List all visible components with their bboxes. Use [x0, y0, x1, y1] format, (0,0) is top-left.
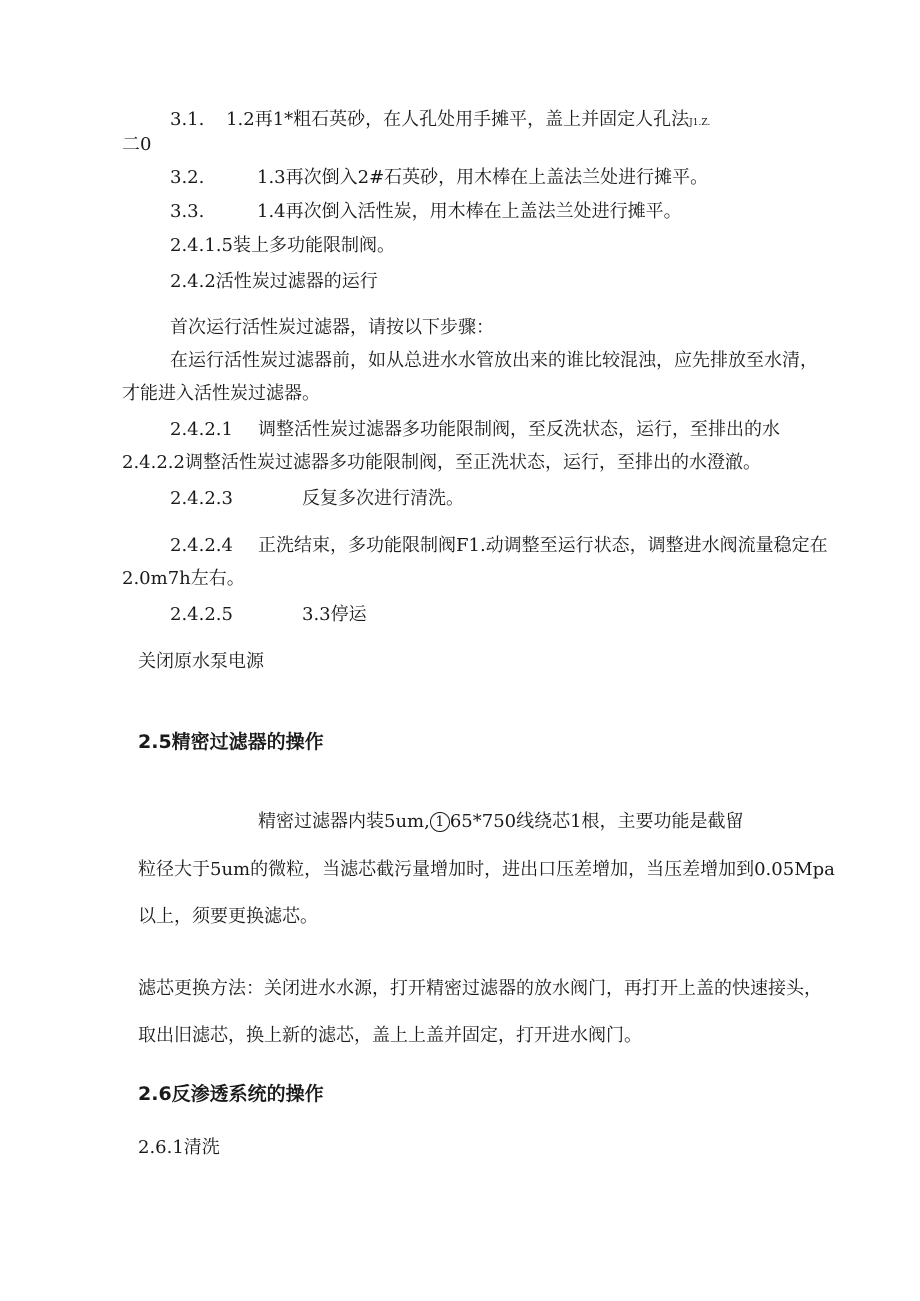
step-2-4-2-3 [170, 487, 464, 511]
replacement-paragraph-line-1: 滤芯更换方法：关闭进水水源，打开精密过滤器的放水阀门，再打开上盖的快速接头， [138, 978, 822, 999]
step-3-1-text: 1.2再1*粗石英砂，在人孔处用手摊平，盖上并固定人孔法 [226, 109, 690, 130]
intro-paragraph: 首次运行活性炭过滤器，请按以下步骤： [170, 317, 494, 338]
step-2-4-2-3-number: 2.4.2.3 [170, 488, 233, 509]
step-2-4-2-4-text: 正洗结束，多功能限制阀F1.动调整至运行状态，调整进水阀流量稳定在 [258, 535, 828, 556]
step-2-4-2-1-number: 2.4.2.1 [170, 419, 233, 440]
shutdown-line: 关闭原水泵电源 [138, 651, 264, 672]
filter-paragraph-line-2: 粒径大于5um的微粒，当滤芯截污量增加时，进出口压差增加，当压差增加到0.05Mpa [138, 859, 835, 880]
step-2-4-2-4-continuation: 2.0m7h左右。 [122, 568, 245, 589]
step-2-4-2-1-text: 调整活性炭过滤器多功能限制阀，至反洗状态，运行，至排出的水 [258, 419, 780, 440]
step-3-3-number: 3.3. [170, 201, 205, 222]
section-2-4-2-title: 2.4.2活性炭过滤器的运行 [170, 271, 378, 292]
step-2-4-2-5-text: 3.3停运 [302, 604, 367, 625]
step-2-4-2-4-number: 2.4.2.4 [170, 535, 233, 556]
step-3-1-small-text: J1.Z. [689, 118, 711, 128]
step-2-4-1-5: 2.4.1.5装上多功能限制阀。 [170, 235, 395, 256]
step-3-3 [170, 200, 682, 224]
step-3-2-text: 1.3再次倒入2#石英砂，用木棒在上盖法兰处进行摊平。 [257, 167, 709, 188]
filter-paragraph-line-3: 以上，须要更换滤芯。 [138, 906, 318, 927]
step-2-4-2-1 [170, 418, 780, 442]
circled-number: 1 [430, 812, 450, 832]
filter-paragraph-line-1 [258, 810, 744, 834]
section-2-5-heading: 2.5精密过滤器的操作 [138, 731, 324, 753]
filter-paragraph-text-a: 精密过滤器内装5um, [258, 811, 430, 832]
continuation-line: 二0 [122, 134, 152, 155]
step-3-2 [170, 166, 709, 190]
paragraph-line-2: 才能进入活性炭过滤器。 [122, 383, 320, 404]
step-2-4-2-5-number: 2.4.2.5 [170, 604, 233, 625]
step-2-6-1: 2.6.1清洗 [138, 1137, 220, 1158]
step-2-4-2-5 [170, 603, 367, 627]
step-3-1-number: 3.1. [170, 109, 205, 130]
section-2-6-heading: 2.6反渗透系统的操作 [138, 1083, 324, 1105]
step-3-3-text: 1.4再次倒入活性炭，用木棒在上盖法兰处进行摊平。 [257, 201, 682, 222]
step-3-2-number: 3.2. [170, 167, 205, 188]
step-3-1 [170, 108, 710, 135]
replacement-paragraph-line-2: 取出旧滤芯，换上新的滤芯，盖上上盖并固定，打开进水阀门。 [138, 1025, 642, 1046]
step-2-4-2-2: 2.4.2.2调整活性炭过滤器多功能限制阀，至正洗状态，运行，至排出的水澄澈。 [122, 452, 761, 473]
step-2-4-2-4 [170, 534, 828, 558]
step-2-4-2-3-text: 反复多次进行清洗。 [302, 488, 464, 509]
paragraph-line-1: 在运行活性炭过滤器前，如从总进水水管放出来的谁比较混浊，应先排放至水清， [170, 350, 818, 371]
filter-paragraph-text-b: 65*750线绕芯1根，主要功能是截留 [449, 811, 744, 832]
